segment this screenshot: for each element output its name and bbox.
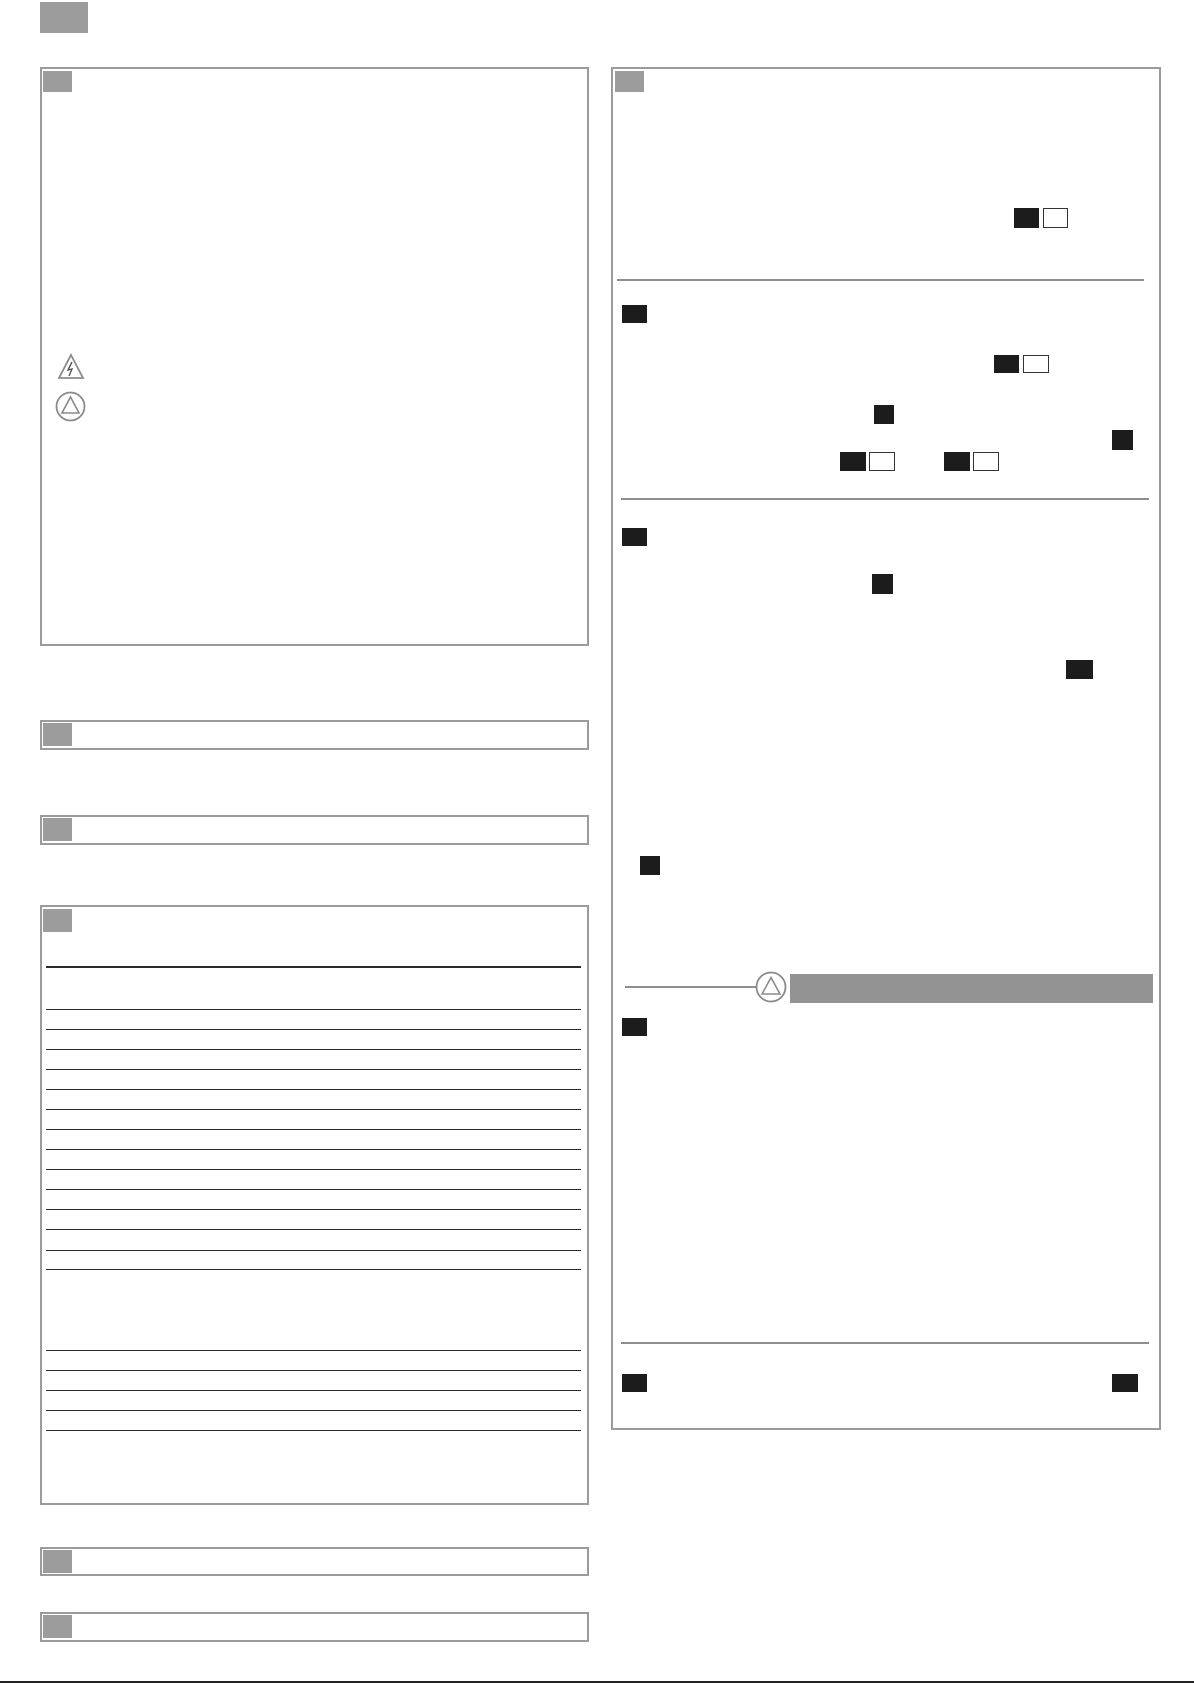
key-button-white [1023, 355, 1049, 373]
table-rule [46, 1029, 581, 1030]
instructions-tag [615, 71, 644, 92]
step-marker [622, 528, 647, 546]
section-bar-4 [40, 1612, 589, 1642]
page-header-tag [40, 2, 88, 33]
section-bar-3-tag [43, 1550, 72, 1573]
table-rule [46, 1109, 581, 1110]
key-button-black [874, 405, 894, 424]
table-rule [46, 1229, 581, 1230]
table-rule [46, 1009, 581, 1010]
key-button-black [640, 856, 660, 875]
key-button-black [840, 452, 866, 471]
step-marker [622, 1018, 647, 1036]
table-rule [46, 1089, 581, 1090]
section-bar-4-tag [43, 1615, 72, 1638]
section-separator [621, 1342, 1149, 1344]
table-rule [46, 966, 581, 968]
table-rule [46, 1250, 581, 1251]
table-rule [46, 1049, 581, 1050]
table-rule [46, 1350, 581, 1351]
section-separator [621, 498, 1149, 500]
table-rule [46, 1169, 581, 1170]
section-bar-1 [40, 720, 589, 750]
section-bar-3 [40, 1547, 589, 1576]
specifications-table-tag [43, 909, 72, 932]
table-rule [46, 1129, 581, 1130]
safety-section-tag [43, 71, 72, 92]
specifications-table-box [40, 905, 589, 1505]
instructions-box [611, 67, 1161, 1430]
key-button-black [1066, 660, 1093, 679]
section-bar-2-tag [43, 818, 72, 841]
key-button-black [944, 452, 970, 471]
key-button-white [869, 452, 895, 471]
section-separator [617, 279, 1144, 281]
page-footer-rule [0, 1681, 1194, 1683]
key-button-black [994, 355, 1019, 373]
table-rule [46, 1430, 581, 1431]
table-rule [46, 1370, 581, 1371]
key-button-black [872, 574, 893, 594]
table-rule [46, 1269, 581, 1270]
step-marker [1112, 1374, 1138, 1392]
warning-banner-bar [790, 974, 1153, 1003]
electric-hazard-icon [57, 353, 85, 381]
key-button-white [1043, 208, 1068, 228]
section-bar-1-tag [43, 723, 72, 746]
table-rule [46, 1410, 581, 1411]
step-marker [622, 305, 647, 323]
key-button-black [1112, 430, 1133, 450]
caution-circle-icon [755, 971, 787, 1003]
table-rule [46, 1390, 581, 1391]
section-bar-2 [40, 815, 589, 845]
table-rule [46, 1189, 581, 1190]
key-button-black [1014, 208, 1039, 228]
table-rule [46, 1209, 581, 1210]
table-rule [46, 1069, 581, 1070]
table-rule [46, 1149, 581, 1150]
key-button-white [973, 452, 999, 471]
caution-circle-icon [55, 391, 86, 422]
warning-banner-line [625, 986, 757, 988]
step-marker [622, 1374, 647, 1392]
warning-banner [625, 971, 1155, 1003]
safety-section-box [40, 67, 589, 646]
